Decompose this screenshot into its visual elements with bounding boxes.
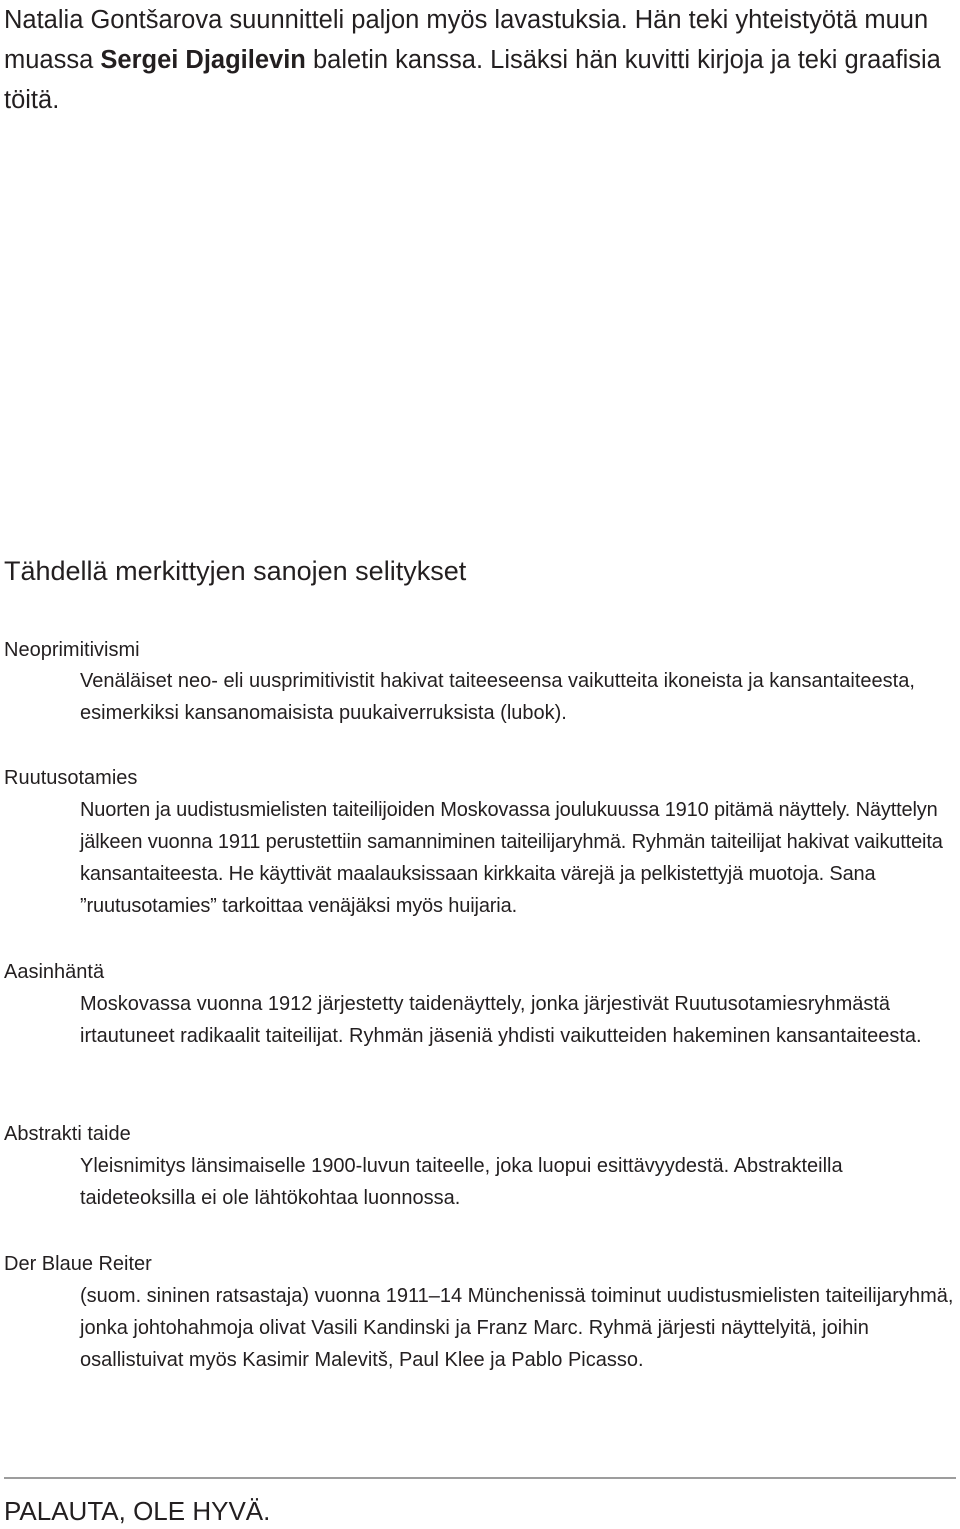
- glossary-term-ruutusotamies: Ruutusotamies: [4, 767, 138, 789]
- glossary-definition-aasinhanta: Moskovassa vuonna 1912 järjestetty taidenäyttely, jonka järjestivät Ruutusotamiesryhmästä irtautuneet radikaalit taiteilijat. Ryhmän jäseniä yhdisti vaikutteiden hakeminen kansantaiteesta.: [80, 993, 922, 1047]
- intro-text-start: Natalia Gontšarova suunnitteli paljon myös lavastuksia. Hän teki yhteistyötä muun muassa: [4, 6, 929, 74]
- glossary-definition-ruutusotamies: Nuorten ja uudistusmielisten taiteilijoiden Moskovassa joulukuussa 1910 pitämä näyttely. Näyttelyn jälkeen vuonna 1911 perustettiin samanniminen taiteilijaryhmä. Ryhmän taiteilijat hakivat vaikutteita kansantaiteesta. He käyttivät maalauksissaan kirkkaita värejä ja pelkistettyjä muotoja. Sana ”ruutusotamies” tarkoittaa venäjäksi myös huijaria.: [80, 799, 943, 917]
- intro-paragraph: [4, 0, 956, 120]
- glossary-definition-neoprimitivismi: Venäläiset neo- eli uusprimitivistit hakivat taiteeseensa vaikutteita ikoneista ja kansantaiteesta, esimerkiksi kansanomaisista puukaiverruksista (lubok).: [80, 670, 915, 724]
- glossary-heading: Tähdellä merkittyjen sanojen selitykset: [4, 556, 467, 586]
- footer-divider: [4, 1477, 956, 1479]
- glossary-definition-der-blaue-reiter: (suom. sininen ratsastaja) vuonna 1911–14 Münchenissä toiminut uudistusmielisten taiteilijaryhmä, jonka johtohahmoja olivat Vasili Kandinski ja Franz Marc. Ryhmä järjesti näyttelyitä, joihin osallistuivat myös Kasimir Malevitš, Paul Klee ja Pablo Picasso.: [80, 1285, 954, 1371]
- glossary-term-aasinhanta: Aasinhäntä: [4, 961, 105, 983]
- intro-text-end: baletin kanssa. Lisäksi hän kuvitti kirjoja ja teki graafisia töitä.: [4, 46, 941, 114]
- intro-bold-name: Sergei Djagilevin: [100, 46, 306, 74]
- glossary-term-der-blaue-reiter: Der Blaue Reiter: [4, 1253, 152, 1275]
- glossary-term-abstrakti-taide: Abstrakti taide: [4, 1123, 131, 1145]
- footer-return-notice: PALAUTA, OLE HYVÄ.: [4, 1496, 271, 1526]
- glossary-term-neoprimitivismi: Neoprimitivismi: [4, 639, 140, 661]
- glossary-definition-abstrakti-taide: Yleisnimitys länsimaiselle 1900-luvun taiteelle, joka luopui esittävyydestä. Abstrakteilla taideteoksilla ei ole lähtökohtaa luonnossa.: [80, 1155, 843, 1209]
